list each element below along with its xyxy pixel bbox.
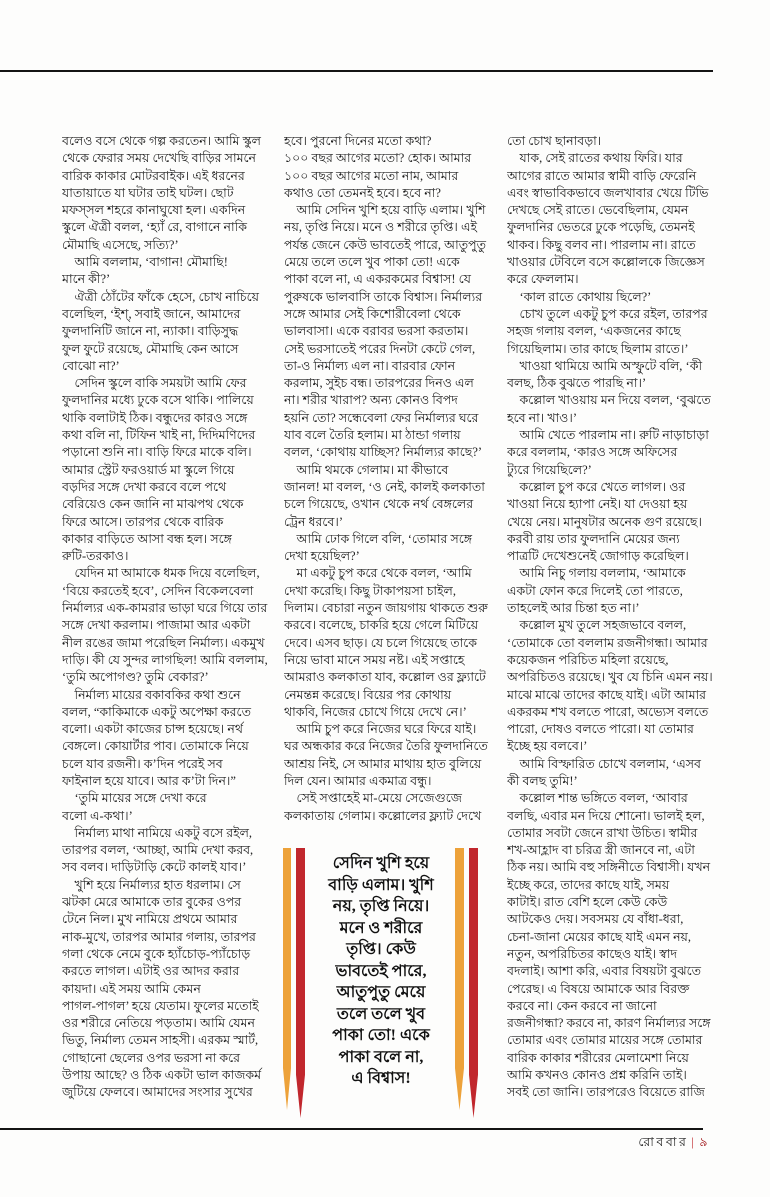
text-line: নির্মাল্যর এক-কামরার ভাড়া ঘরে গিয়ে তার bbox=[62, 601, 268, 616]
pullquote bbox=[306, 853, 456, 1090]
text-line: চলে গিয়েছে, ওখান থেকে নর্থ বেঙ্গলের bbox=[284, 497, 474, 512]
bottom-rule-divider bbox=[0, 1128, 703, 1130]
footer-separator: | bbox=[691, 1135, 697, 1149]
text-line: কয়েকজন পরিচিত মহিলা রয়েছে, bbox=[507, 652, 669, 667]
text-line: একটা ফোন করে দিলেই তো পারতে, bbox=[507, 583, 683, 598]
text-line: চোখ তুলে একটু চুপ করে রইল, তারপর bbox=[507, 306, 708, 321]
text-line: ঝটকা মেরে আমাকে তার বুকের ওপর bbox=[62, 895, 242, 910]
text-line: বলো। একটা কাজের চান্স হয়েছে। নর্থ bbox=[62, 722, 243, 737]
text-line: তোমার এবং তোমার মায়ের সঙ্গে তোমার bbox=[507, 1033, 703, 1048]
text-line: কল্লোল চুপ করে খেতে লাগল। ওর bbox=[507, 479, 686, 494]
text-line: চলে যাব রজনী। ক’দিন পরেই সব bbox=[62, 756, 223, 771]
text-line: দেবে। এসব ছাড়। যে চলে গিয়েছে তাকে bbox=[284, 635, 478, 650]
text-line: বেঙ্গলে। কোয়ার্টার পাব। তোমাকে নিয়ে bbox=[62, 739, 249, 754]
text-line: বলছ, ঠিক বুঝতে পারছি না।’ bbox=[507, 376, 647, 391]
text-line: বেরিয়েও কেন জানি না মাঝপথ থেকে bbox=[62, 497, 244, 512]
article-column-1 bbox=[62, 133, 272, 1102]
text-line: জুটিয়ে ফেলবে। আমাদের সংসার সুখের bbox=[62, 1085, 253, 1100]
text-line: ১০০ বছর আগের মতো নাম, আমার bbox=[284, 168, 459, 183]
text-line: পুরুষকে ভালবাসি তাকে বিশ্বাস। নির্মাল্যর bbox=[284, 289, 483, 304]
text-line: নীল রঙের জামা পরেছিল নির্মাল্য। একমুখ bbox=[62, 635, 265, 650]
text-line: ভালবাসা। একে বরাবর ভরসা করতাম। bbox=[284, 324, 469, 339]
text-line: আমি বিস্ফারিত চোখে বললাম, ‘এসব bbox=[507, 756, 701, 771]
text-line: বলল, ‘কোথায় যাচ্ছিস? নির্মাল্যর কাছে?’ bbox=[284, 445, 483, 460]
text-line: বলো এ-কথা।’ bbox=[62, 808, 133, 823]
text-line: খুশি হয়ে নির্মাল্যর হাত ধরলাম। সে bbox=[62, 877, 241, 892]
text-line: দেখা করেছি। কিছু টাকাপয়সা চাইল, bbox=[284, 583, 456, 598]
text-line: বাড়ি এলাম। খুশি bbox=[328, 876, 434, 894]
text-line: আগের রাতে আমার স্বামী বাড়ি ফেরেনি bbox=[507, 168, 697, 183]
text-line: ট্যুরে গিয়েছিলে?’ bbox=[507, 462, 592, 477]
text-line: ফুলদানিটি জানে না, ন্যাকা। বাড়িসুদ্ধ bbox=[62, 324, 239, 339]
text-line: টেনে নিল। মুখ নামিয়ে প্রথমে আমার bbox=[62, 912, 238, 927]
text-line: উপায় আছে? ও ঠিক একটা ভাল কাজকর্ম bbox=[62, 1068, 262, 1083]
text-line: সেই সপ্তাহেই মা-মেয়ে সেজেগুজে bbox=[284, 791, 462, 806]
text-line: তো চোখ ছানাবড়া। bbox=[507, 134, 602, 148]
text-line: নতুন, অপরিচিতর কাছেও যাই। স্বাদ bbox=[507, 946, 678, 961]
text-line: পড়ানো শুনি না। বাড়ি ফিরে মাকে বলি। bbox=[62, 445, 252, 460]
text-line: আটকেও দেয়। সবসময় যে বাঁধা-ধরা, bbox=[507, 912, 684, 927]
text-line: তারপর বলল, ‘আচ্ছা, আমি দেখা করব, bbox=[62, 843, 254, 858]
text-line: যাতায়াতে যা ঘটার তাই ঘটল। ছোট bbox=[62, 185, 234, 200]
text-line: পাকা বলে না, bbox=[338, 1048, 424, 1066]
text-line: অপরিচিতও রয়েছে। খুব যে চিনি এমন নয়। bbox=[507, 670, 713, 685]
text-line: যাক, সেই রাতের কথায় ফিরি। যার bbox=[507, 151, 683, 166]
text-line: সহজ গলায় বলল, ‘একজনের কাছে bbox=[507, 324, 681, 339]
text-line: কল্লোল মুখ তুলে সহজভাবে বলল, bbox=[507, 618, 687, 633]
text-line: পর্যন্ত জেনে কেউ ভাবতেই পারে, আতুপুতু bbox=[284, 237, 486, 252]
article-column-3 bbox=[507, 133, 715, 1102]
text-line: খাওয়ার টেবিলে বসে কল্লোলকে জিজ্ঞেস bbox=[507, 255, 705, 270]
text-line: ইচ্ছে করে, তাদের কাছে যাই, সময় bbox=[507, 877, 670, 892]
text-line: মফস্সল শহরে কানাঘুষো হল। একদিন bbox=[62, 203, 246, 218]
text-line: ভাবতেই পারে, bbox=[335, 962, 427, 980]
text-line: ‘কাল রাতে কোথায় ছিলে?’ bbox=[507, 289, 652, 304]
text-line: হবে। পুরনো দিনের মতো কথা? bbox=[284, 134, 432, 148]
text-line: ‘তুমি অপোগণ্ড? তুমি বেকার?’ bbox=[62, 670, 209, 685]
text-line: ট্রেন ধরবে।’ bbox=[284, 514, 344, 529]
text-line: আমি চুপ করে নিজের ঘরে ফিরে যাই। bbox=[284, 722, 477, 737]
text-line: তলে তলে খুব bbox=[336, 1005, 426, 1023]
text-line: কথাও তো তেমনই হবে। হবে না? bbox=[284, 185, 441, 200]
text-line: পাত্রটি দেখেশুনেই জোগাড় করেছিল। bbox=[507, 549, 689, 564]
text-line: খেয়ে নেয়। মানুষটার অনেক গুণ রয়েছে। bbox=[507, 514, 702, 529]
text-line: নয়, তৃপ্তি নিয়ে। মনে ও শরীরে তৃপ্তি। এই bbox=[284, 220, 478, 235]
text-line: মাঝে মাঝে তাদের কাছে যাই। এটা আমার bbox=[507, 687, 707, 702]
pullquote-orange-bar-right bbox=[455, 848, 464, 1110]
text-line: হবে না। খাও।’ bbox=[507, 410, 578, 425]
text-line: ওর শরীরে নেতিয়ে পড়তাম। আমি যেমন bbox=[62, 1016, 255, 1031]
text-line: বারিক কাকার মোটরবাইক। এই ধরনের bbox=[62, 168, 245, 183]
text-line: মৌমাছি এসেছে, সত্যি?’ bbox=[62, 237, 179, 252]
text-line: পেরেছ। এ বিষয়ে আমাকে আর বিরক্ত bbox=[507, 981, 690, 996]
text-line: গোছানো ছেলের ওপর ভরসা না করে bbox=[62, 1050, 241, 1065]
text-line: কল্লোল খাওয়ায় মন দিয়ে বলল, ‘বুঝতে bbox=[507, 393, 711, 408]
text-line: করলাম, সুইচ বন্ধ। তারপরের দিনও এল bbox=[284, 376, 474, 391]
text-line: একরকম শখ বলতে পারো, অভ্যেস বলতে bbox=[507, 704, 709, 719]
text-line: দেখা হয়েছিল?’ bbox=[284, 549, 360, 564]
text-line: বলেছিল, ‘ইশ্‌, সবাই জানে, আমাদের bbox=[62, 306, 241, 321]
page-number: ৯ bbox=[699, 1135, 710, 1149]
pullquote-red-bar-right bbox=[469, 848, 478, 1118]
text-line: করে ফেললাম। bbox=[507, 272, 579, 287]
text-line: এবং স্বাভাবিকভাবে জলখাবার খেয়ে টিভি bbox=[507, 185, 709, 200]
text-line: ‘তুমি মায়ের সঙ্গে দেখা করে bbox=[62, 791, 207, 806]
text-line: গিয়েছিলাম। তার কাছে ছিলাম রাতে।’ bbox=[507, 341, 689, 356]
article-column-2 bbox=[284, 133, 494, 825]
text-line: ঐত্রী ঠোঁটের ফাঁকে হেসে, চোখ নাচিয়ে bbox=[62, 289, 260, 304]
text-line: ‘তোমাকে তো বললাম রজনীগন্ধা। আমার bbox=[507, 635, 708, 650]
text-line: থাকব। কিছু বলব না। পারলাম না। রাতে bbox=[507, 237, 696, 252]
text-line: খাওয়া থামিয়ে আমি অস্ফুটে বলি, ‘কী bbox=[507, 358, 703, 373]
text-line: আমার স্ট্রেট ফরওয়ার্ড মা স্কুলে গিয়ে bbox=[62, 462, 235, 477]
text-line: কাকার বাড়িতে আসা বন্ধ হল। সঙ্গে bbox=[62, 531, 232, 546]
text-line: ১০০ বছর আগের মতো? হোক। আমার bbox=[284, 151, 472, 166]
text-line: ‘বিয়ে করতেই হবে’, সেদিন বিকেলবেলা bbox=[62, 583, 254, 598]
text-line: দেখছে সেই রাতে। ভেবেছিলাম, যেমন bbox=[507, 203, 689, 218]
pullquote-red-bar-left bbox=[296, 848, 305, 1118]
text-line: ফিরে আসে। তারপর থেকে বারিক bbox=[62, 514, 224, 529]
text-line: পাগল-পাগল’ হয়ে যেতাম। ফুলের মতোই bbox=[62, 998, 259, 1013]
text-line: দিল যেন। আমার একমাত্র বন্ধু। bbox=[284, 773, 432, 788]
text-line: তৃপ্তি। কেউ bbox=[346, 941, 416, 958]
text-line: থেকে ফেরার সময় দেখেছি বাড়ির সামনে bbox=[62, 151, 256, 166]
text-line: করবে না। কেন করবে না জানো bbox=[507, 998, 657, 1013]
text-line: কায়দা। এই সময় আমি কেমন bbox=[62, 981, 201, 996]
text-line: ইচ্ছে হয় বলবে।’ bbox=[507, 739, 588, 754]
text-line: মা একটু চুপ করে থেকে বলল, ‘আমি bbox=[284, 566, 472, 581]
text-line: সঙ্গে দেখা করলাম। পাজামা আর একটা bbox=[62, 618, 251, 633]
text-line: তা-ও নির্মাল্য এল না। বারবার ফোন bbox=[284, 358, 456, 373]
text-line: থাকবি, নিজের চোখে গিয়ে দেখে নে।’ bbox=[284, 704, 467, 719]
text-line: আমি নিচু গলায় বললাম, ‘আমাকে bbox=[507, 566, 686, 581]
text-line: নয়, তৃপ্তি নিয়ে। bbox=[332, 898, 430, 915]
pullquote-orange-bar-left bbox=[283, 848, 291, 1110]
text-line: শখ-আহ্লাদ বা চরিত্র স্ত্রী জানবে না, এটা bbox=[507, 843, 695, 858]
text-line: আমি সেদিন খুশি হয়ে বাড়ি এলাম। খুশি bbox=[284, 203, 486, 218]
text-line: নির্মাল্য মাথা নামিয়ে একটু বসে রইল, bbox=[62, 825, 253, 840]
text-line: চেনা-জানা মেয়ের কাছে যাই এমন নয়, bbox=[507, 929, 692, 944]
text-line: ঘর অন্ধকার করে নিজের তৈরি ফুলদানিতে bbox=[284, 739, 488, 754]
text-line: হয়নি তো? সন্ধেবেলা ফের নির্মাল্যর ঘরে bbox=[284, 410, 479, 425]
text-line: নির্মাল্য মায়ের বকাবকির কথা শুনে bbox=[62, 687, 241, 702]
text-line: বদলাই। আশা করি, এবার বিষয়টা বুঝতে bbox=[507, 964, 701, 979]
text-line: ফাইনাল হয়ে যাবে। আর ক’টা দিন।” bbox=[62, 773, 236, 788]
text-line: সেদিন খুশি হয়ে bbox=[332, 855, 430, 872]
text-line: না। শরীর খারাপ? অন্য কোনও বিপদ bbox=[284, 393, 458, 408]
text-line: কী বলছ তুমি!’ bbox=[507, 773, 578, 788]
text-line: আমি থমকে গেলাম। মা কীভাবে bbox=[284, 462, 449, 477]
text-line: আশ্রয় নিই, সে আমার মাথায় হাত বুলিয়ে bbox=[284, 756, 482, 771]
text-line: তাহলেই আর চিন্তা হত না।’ bbox=[507, 601, 640, 616]
text-line: কল্লোল শান্ত ভঙ্গিতে বলল, ‘আবার bbox=[507, 791, 688, 806]
section-label: রোববার bbox=[638, 1135, 689, 1149]
text-line: আমি খেতে পারলাম না। রুটি নাড়াচাড়া bbox=[507, 428, 709, 443]
text-line: সেই ভরসাতেই পরের দিনটা কেটে গেল, bbox=[284, 341, 476, 356]
text-line: আমরাও কলকাতা যাব, কল্লোল ওর ফ্ল্যাটে bbox=[284, 670, 486, 685]
text-line: এ বিশ্বাস! bbox=[351, 1070, 411, 1087]
text-line: ফুলদানির মধ্যে ঢুকে বসে থাকি। পালিয়ে bbox=[62, 393, 254, 408]
text-line: বারিক কাকার শরীরের মেলামেশা নিয়ে bbox=[507, 1050, 689, 1065]
text-line: তোমার সবটা জেনে রাখা উচিত। স্বামীর bbox=[507, 825, 698, 840]
text-line: মানে কী?’ bbox=[62, 272, 111, 287]
text-line: করবী রায় তার ফুলদানি মেয়ের জন্য bbox=[507, 531, 680, 546]
text-line: কথা বলি না, টিফিন খাই না, দিদিমণিদের bbox=[62, 428, 256, 443]
text-line: বোঝো না?’ bbox=[62, 358, 120, 373]
text-line: বলেও বসে থেকে গল্প করতেন। আমি স্কুল bbox=[62, 134, 261, 148]
text-line: যাব বলে তৈরি হলাম। মা ঠান্ডা গলায় bbox=[284, 428, 461, 443]
text-line: আতুপুতু মেয়ে bbox=[336, 984, 426, 1001]
text-line: আমি ঢোক গিলে বলি, ‘তোমার সঙ্গে bbox=[284, 531, 473, 546]
text-line: করবে। বলেছে, চাকরি হয়ে গেলে মিটিয়ে bbox=[284, 618, 479, 633]
text-line: করতে লাগল। এটাই ওর আদর করার bbox=[62, 964, 240, 979]
text-line: জানল! মা বলল, ‘ও নেই, কালই কলকাতা bbox=[284, 479, 485, 494]
top-rule-divider bbox=[0, 70, 713, 72]
text-line: গলা থেকে নেমে বুকে হ্যাঁচোড়-প্যাঁচোড় bbox=[62, 946, 251, 961]
text-line: দিলাম। বেচারা নতুন জায়গায় থাকতে শুরু bbox=[284, 601, 488, 616]
text-line: ভিতু, নির্মাল্য তেমন সাহসী। এরকম স্মার্ট, bbox=[62, 1033, 259, 1048]
text-line: কাটাই। রাত বেশি হলে কেউ কেউ bbox=[507, 895, 668, 910]
text-line: পাকা বলে না, এ একরকমের বিশ্বাস! যে bbox=[284, 272, 471, 287]
text-line: মনে ও শরীরে bbox=[339, 919, 423, 937]
text-line: পাকা তো! একে bbox=[332, 1027, 430, 1044]
text-line: করে বললাম, ‘কারও সঙ্গে অফিসের bbox=[507, 445, 678, 460]
text-line: ফুলদানির ভেতরে ঢুকে পড়েছি, তেমনই bbox=[507, 220, 695, 235]
text-line: সবই তো জানি। তারপরেও বিয়েতে রাজি bbox=[507, 1085, 705, 1100]
page-footer bbox=[480, 1134, 710, 1154]
text-line: সব বলব। দাড়িটাড়ি কেটে কালই যাব।’ bbox=[62, 860, 247, 875]
text-line: সঙ্গে আমার সেই কিশোরীবেলা থেকে bbox=[284, 306, 461, 321]
text-line: নেমন্তন্ন করেছে। বিয়ের পর কোথায় bbox=[284, 687, 452, 702]
text-line: স্কুলে ঐত্রী বলল, ‘হ্যাঁ রে, বাগানে নাকি bbox=[62, 220, 247, 235]
text-line: কলকাতায় গেলাম। কল্লোলের ফ্ল্যাট দেখে bbox=[284, 808, 482, 823]
text-line: আমি কখনও কোনও প্রশ্ন করিনি তাই। bbox=[507, 1068, 687, 1083]
text-line: ঠিক নয়। আমি বহু সঙ্গিনীতে বিশ্বাসী। যখন bbox=[507, 860, 711, 875]
text-line: আমি বললাম, ‘বাগান! মৌমাছি! bbox=[62, 255, 228, 270]
text-line: মেয়ে তলে তলে খুব পাকা তো! একে bbox=[284, 255, 460, 270]
text-line: রুটি-তরকাও। bbox=[62, 549, 129, 564]
text-line: নাক-মুখে, তারপর আমার গলায়, তারপর bbox=[62, 929, 256, 944]
text-line: যেদিন মা আমাকে ধমক দিয়ে বলেছিল, bbox=[62, 566, 260, 581]
text-line: রজনীগন্ধা? করবে না, কারণ নির্মাল্যর সঙ্গে bbox=[507, 1016, 711, 1031]
text-line: ফুল ফুটে রয়েছে, মৌমাছি কেন আসে bbox=[62, 341, 239, 356]
text-line: বড়দির সঙ্গে দেখা করবে বলে পথে bbox=[62, 479, 227, 494]
text-line: দাড়ি। কী যে সুন্দর লাগছিল! আমি বললাম, bbox=[62, 652, 268, 667]
text-line: থাকি বলাটাই ঠিক। বন্ধুদের কারও সঙ্গে bbox=[62, 410, 248, 425]
text-line: সেদিন স্কুলে বাকি সময়টা আমি ফের bbox=[62, 376, 247, 391]
text-line: পারো, দোষও বলতে পারো। যা তোমার bbox=[507, 722, 694, 737]
text-line: নিয়ে ভাবা মানে সময় নষ্ট। এই সপ্তাহে bbox=[284, 652, 465, 667]
text-line: বলছি, এবার মন দিয়ে শোনো। ভালই হল, bbox=[507, 808, 705, 823]
text-line: খাওয়া নিয়ে হ্যাপা নেই। যা দেওয়া হয় bbox=[507, 497, 688, 512]
text-line: বলল, “কাকিমাকে একটু অপেক্ষা করতে bbox=[62, 704, 251, 719]
